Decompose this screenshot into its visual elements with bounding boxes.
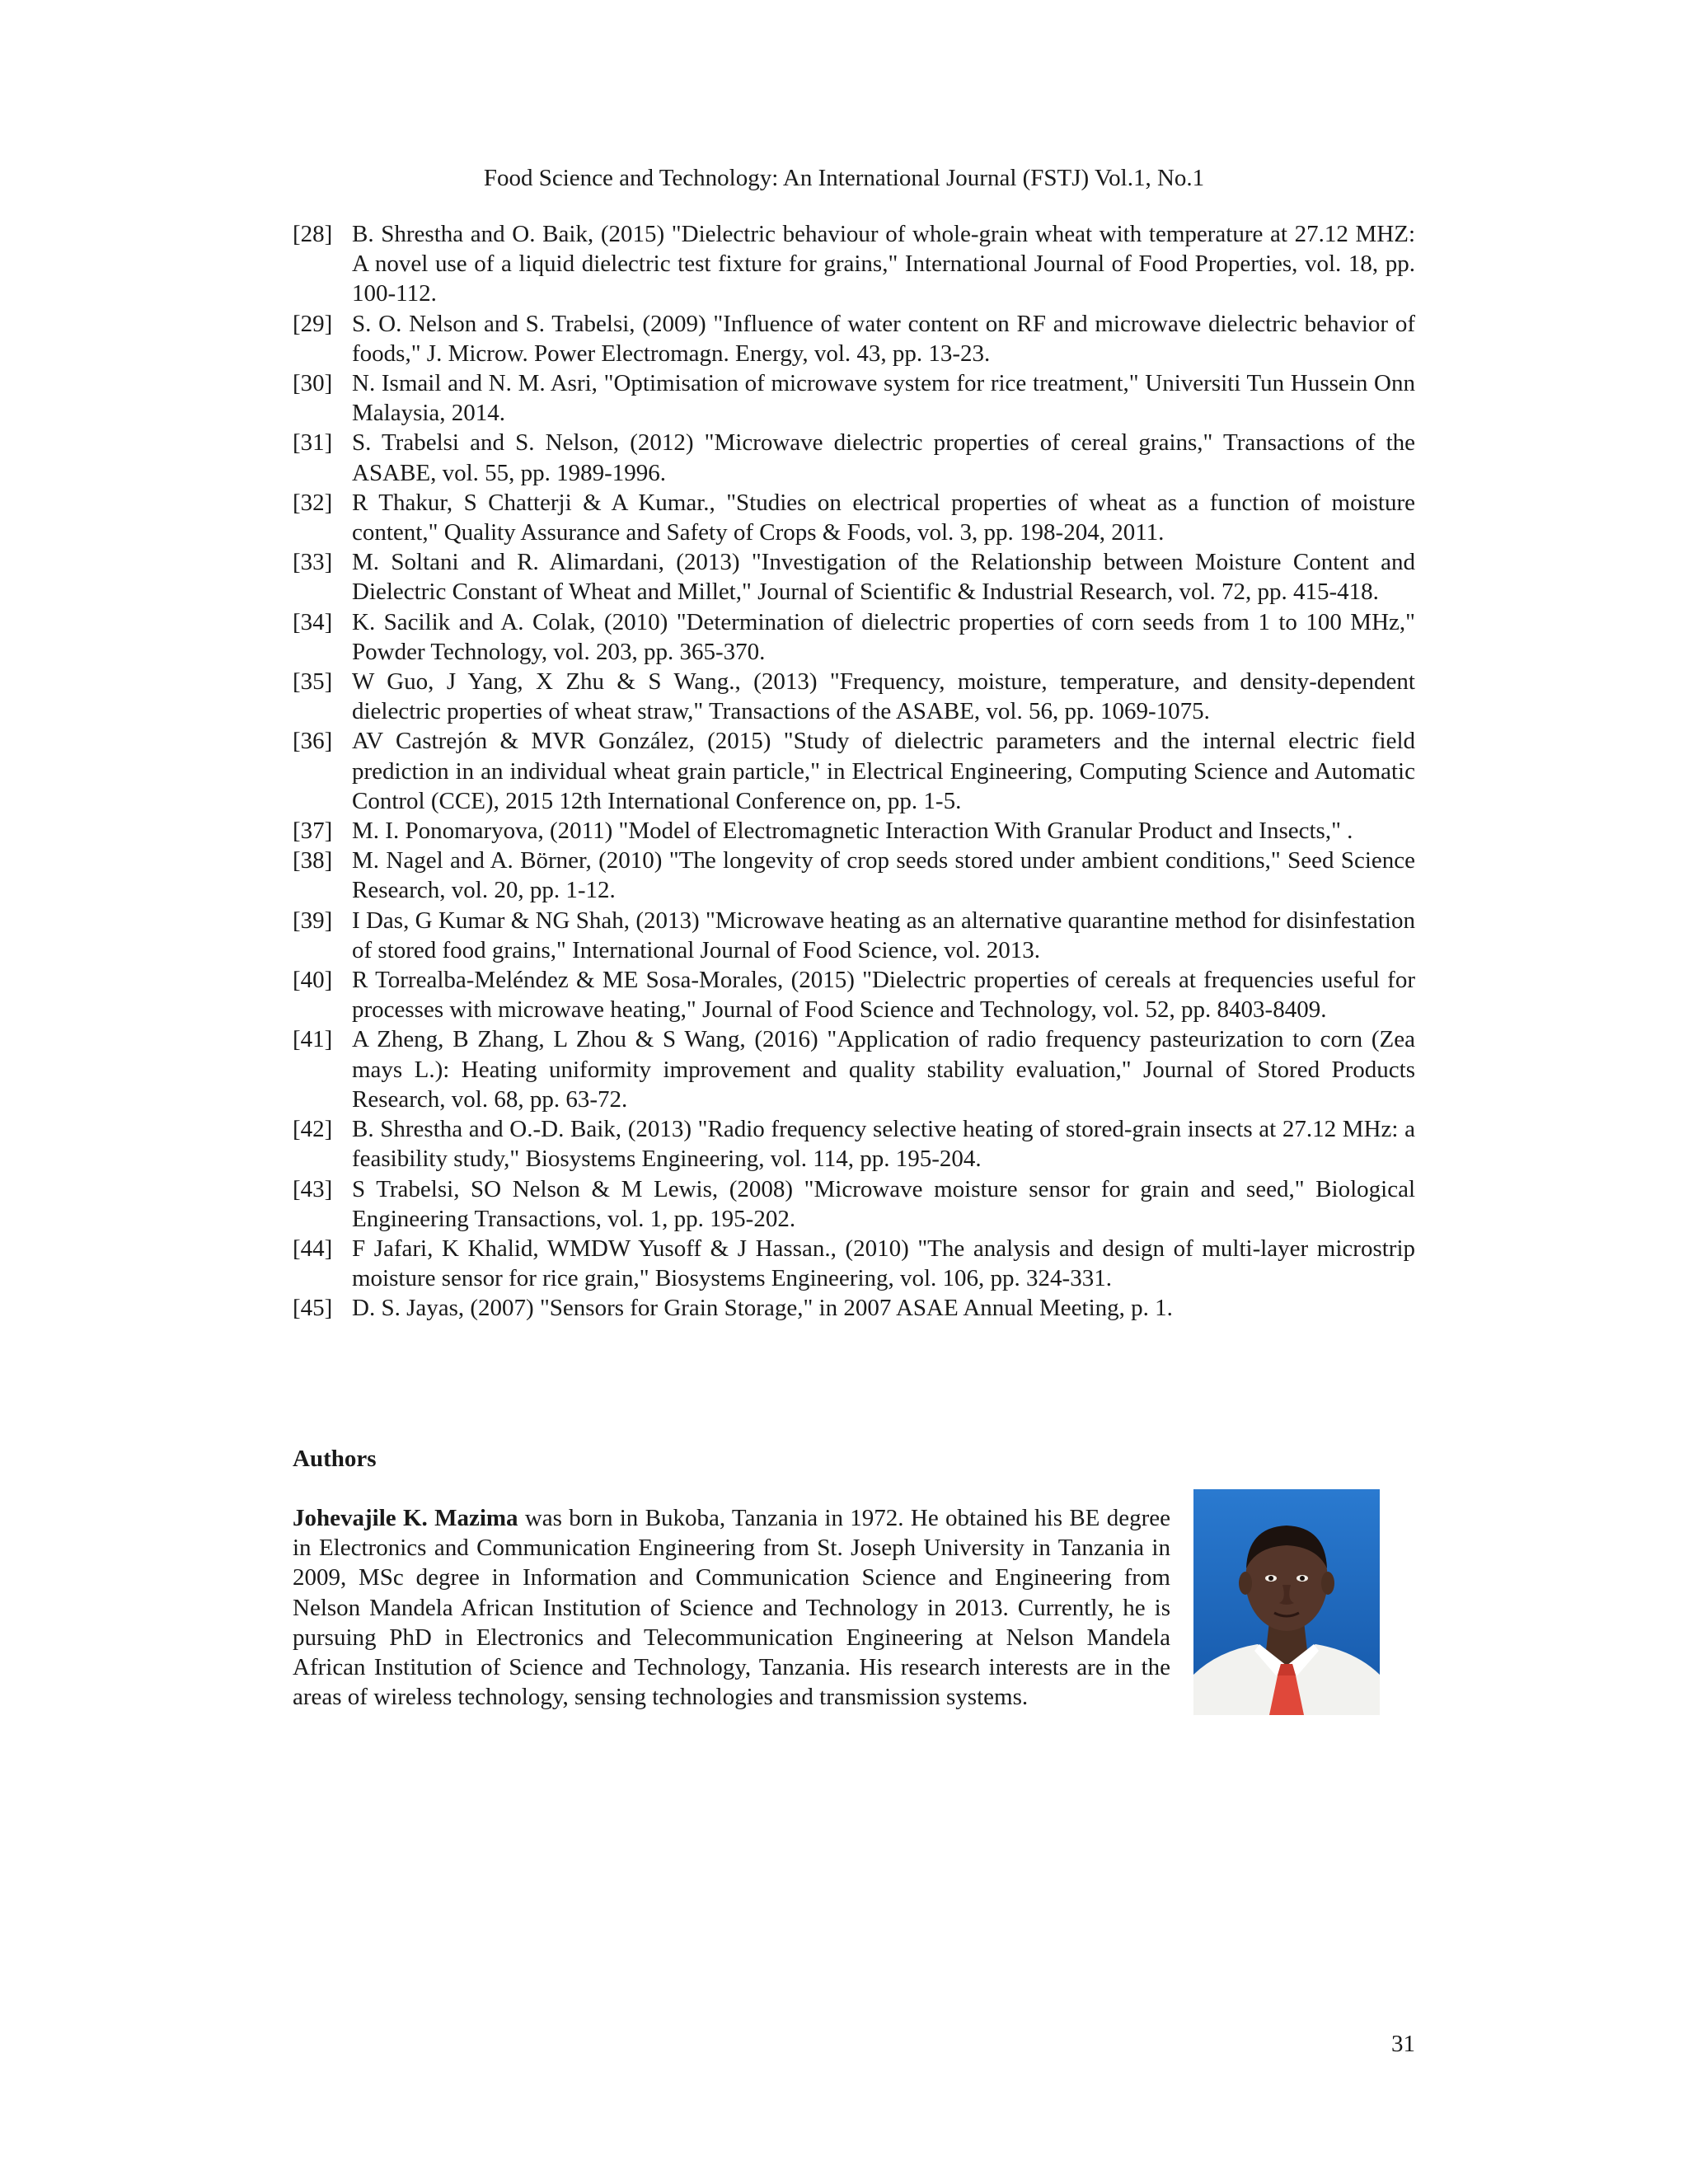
reference-text: AV Castrejón & MVR González, (2015) "Study of dielectric parameters and the internal electric field prediction in an individual wheat grain particle," in Electrical Engineering, Computing Science and Automatic Control (CCE), 2015 12th International Conference on, pp. 1-5.: [352, 728, 1415, 814]
reference-number: [43]: [293, 1175, 333, 1202]
reference-item: [293, 1174, 1415, 1234]
reference-item: [293, 368, 1415, 428]
reference-text: B. Shrestha and O. Baik, (2015) "Dielectric behaviour of whole-grain wheat with temperature at 27.12 MHZ: A novel use of a liquid dielectric test fixture for grains," International Journal of Food Properties, vol. 18, pp. 100-112.: [352, 221, 1415, 307]
running-header: Food Science and Technology: An International Journal (FSTJ) Vol.1, No.1: [483, 165, 1205, 191]
reference-text: A Zheng, B Zhang, L Zhou & S Wang, (2016) "Application of radio frequency pasteurization to corn (Zea mays L.): Heating uniformity improvement and quality stability evaluation," Journal of Stored Products Research, vol. 68, pp. 63-72.: [352, 1026, 1415, 1113]
reference-text: I Das, G Kumar & NG Shah, (2013) "Microwave heating as an alternative quarantine method for disinfestation of stored food grains," International Journal of Food Science, vol. 2013.: [352, 907, 1415, 963]
reference-text: M. Soltani and R. Alimardani, (2013) "Investigation of the Relationship between Moisture Content and Dielectric Constant of Wheat and Millet," Journal of Scientific & Industrial Research, vol. 72, pp. 415-418.: [352, 549, 1415, 606]
author-portrait-image: [1193, 1489, 1380, 1715]
author-bio: [293, 1503, 1170, 1712]
reference-item: [293, 309, 1415, 368]
reference-item: [293, 1293, 1415, 1323]
reference-list: [293, 219, 1415, 1324]
reference-number: [29]: [293, 310, 333, 337]
reference-item: [293, 428, 1415, 487]
reference-item: [293, 816, 1415, 846]
reference-item: [293, 726, 1415, 816]
reference-text: W Guo, J Yang, X Zhu & S Wang., (2013) "Frequency, moisture, temperature, and density-dependent dielectric properties of wheat straw," Transactions of the ASABE, vol. 56, pp. 1069-1075.: [352, 668, 1415, 725]
reference-text: S. Trabelsi and S. Nelson, (2012) "Microwave dielectric properties of cereal grains," Transactions of the ASABE, vol. 55, pp. 1989-1996.: [352, 429, 1415, 486]
reference-item: [293, 667, 1415, 726]
reference-number: [42]: [293, 1116, 333, 1143]
reference-number: [38]: [293, 847, 333, 874]
author-name: Johevajile K. Mazima: [293, 1505, 518, 1531]
reference-text: B. Shrestha and O.-D. Baik, (2013) "Radio frequency selective heating of stored-grain insects at 27.12 MHz: a feasibility study," Biosystems Engineering, vol. 114, pp. 195-204.: [352, 1116, 1415, 1173]
reference-number: [36]: [293, 728, 333, 755]
reference-text: M. I. Ponomaryova, (2011) "Model of Electromagnetic Interaction With Granular Product and Insects," .: [352, 818, 1353, 845]
reference-number: [44]: [293, 1235, 333, 1262]
reference-item: [293, 846, 1415, 905]
reference-number: [39]: [293, 907, 333, 934]
reference-number: [41]: [293, 1026, 333, 1053]
reference-number: [35]: [293, 668, 333, 696]
reference-number: [31]: [293, 429, 333, 457]
reference-number: [33]: [293, 549, 333, 576]
reference-item: [293, 1024, 1415, 1114]
reference-item: [293, 1234, 1415, 1293]
reference-number: [37]: [293, 818, 333, 845]
reference-item: [293, 906, 1415, 965]
reference-item: [293, 1114, 1415, 1174]
reference-item: [293, 488, 1415, 547]
reference-text: S. O. Nelson and S. Trabelsi, (2009) "Influence of water content on RF and microwave dielectric behavior of foods," J. Microw. Power Electromagn. Energy, vol. 43, pp. 13-23.: [352, 310, 1415, 367]
reference-number: [40]: [293, 967, 333, 994]
reference-item: [293, 219, 1415, 309]
reference-item: [293, 547, 1415, 607]
reference-text: D. S. Jayas, (2007) "Sensors for Grain Storage," in 2007 ASAE Annual Meeting, p. 1.: [352, 1295, 1173, 1322]
author-photo: [1193, 1489, 1380, 1715]
reference-text: R Torrealba-Meléndez & ME Sosa-Morales, (2015) "Dielectric properties of cereals at frequencies useful for processes with microwave heating," Journal of Food Science and Technology, vol. 52, pp. 8403-8409.: [352, 967, 1415, 1024]
reference-text: R Thakur, S Chatterji & A Kumar., "Studies on electrical properties of wheat as a function of moisture content," Quality Assurance and Safety of Crops & Foods, vol. 3, pp. 198-204, 2011.: [352, 489, 1415, 546]
reference-text: N. Ismail and N. M. Asri, "Optimisation of microwave system for rice treatment," Universiti Tun Hussein Onn Malaysia, 2014.: [352, 370, 1415, 427]
reference-number: [28]: [293, 221, 333, 247]
reference-number: [32]: [293, 489, 333, 516]
reference-text: K. Sacilik and A. Colak, (2010) "Determination of dielectric properties of corn seeds from 1 to 100 MHz," Powder Technology, vol. 203, pp. 365-370.: [352, 608, 1415, 665]
page-number: 31: [1391, 2031, 1415, 2057]
reference-text: F Jafari, K Khalid, WMDW Yusoff & J Hassan., (2010) "The analysis and design of multi-layer microstrip moisture sensor for rice grain," Biosystems Engineering, vol. 106, pp. 324-331.: [352, 1235, 1415, 1292]
authors-heading: Authors: [293, 1446, 377, 1472]
reference-number: [30]: [293, 370, 333, 397]
author-bio-text: was born in Bukoba, Tanzania in 1972. He obtained his BE degree in Electronics and Communication Engineering from St. Joseph University in Tanzania in 2009, MSc degree in Information and Communication Science and Engineering from Nelson Mandela African Institution of Science and Technology in 2013. Currently, he is pursuing PhD in Electronics and Telecommunication Engineering at Nelson Mandela African Institution of Science and Technology, Tanzania. His research interests are in the areas of wireless technology, sensing technologies and transmission systems.: [293, 1505, 1170, 1711]
reference-number: [45]: [293, 1295, 333, 1322]
reference-text: M. Nagel and A. Börner, (2010) "The longevity of crop seeds stored under ambient conditions," Seed Science Research, vol. 20, pp. 1-12.: [352, 847, 1415, 904]
reference-item: [293, 607, 1415, 667]
reference-number: [34]: [293, 608, 333, 635]
reference-text: S Trabelsi, SO Nelson & M Lewis, (2008) "Microwave moisture sensor for grain and seed," Biological Engineering Transactions, vol. 1, pp. 195-202.: [352, 1175, 1415, 1232]
reference-item: [293, 965, 1415, 1024]
